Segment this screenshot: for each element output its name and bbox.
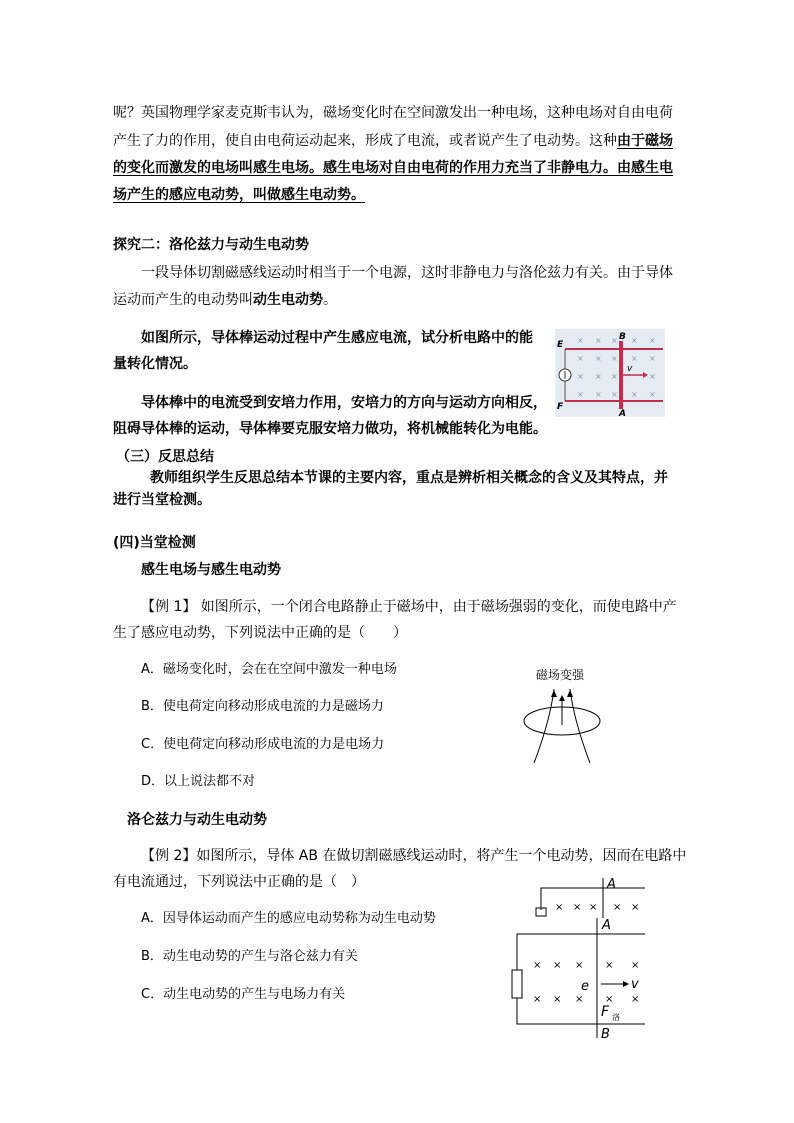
section3-line-1: 教师组织学生反思总结本节课的主要内容，重点是辨析相关概念的含义及其特点，并 bbox=[150, 470, 668, 486]
svg-text:×: × bbox=[577, 354, 584, 363]
svg-text:×: × bbox=[553, 960, 562, 971]
svg-text:×: × bbox=[631, 902, 640, 913]
svg-text:×: × bbox=[575, 994, 584, 1005]
svg-text:×: × bbox=[533, 960, 542, 971]
ex1-option-c: C．使电荷定向移动形成电流的力是电场力 bbox=[141, 737, 385, 752]
svg-text:×: × bbox=[631, 336, 638, 345]
resistor-icon bbox=[512, 970, 522, 998]
section3-line-2: 进行当堂检测。 bbox=[113, 492, 211, 508]
ex1-option-b: B．使电荷定向移动形成电流的力是磁场力 bbox=[141, 699, 384, 714]
top-field-marks bbox=[555, 902, 639, 913]
svg-text:×: × bbox=[631, 390, 638, 399]
svg-text:×: × bbox=[649, 372, 656, 381]
svg-text:×: × bbox=[649, 336, 656, 345]
svg-text:×: × bbox=[611, 390, 618, 399]
svg-text:×: × bbox=[577, 336, 584, 345]
label-v: v bbox=[631, 977, 639, 992]
label-B: B bbox=[619, 332, 626, 342]
figure-label-field-strengthening: 磁场变强 bbox=[536, 668, 585, 682]
label-a-mid: A bbox=[602, 918, 611, 933]
section4-heading: (四)当堂检测 bbox=[113, 535, 196, 551]
field-arrowhead-center bbox=[559, 695, 565, 701]
explore2-question-line-1: 如图所示，导体棒运动过程中产生感应电流，试分析电路中的能 bbox=[141, 330, 533, 346]
svg-text:×: × bbox=[595, 390, 602, 399]
section3-heading: （三）反思总结 bbox=[116, 449, 214, 465]
svg-text:×: × bbox=[573, 902, 582, 913]
ex2-option-a: A．因导体运动而产生的感应电动势称为动生电动势 bbox=[141, 911, 436, 926]
intro-line-3: 的变化而激发的电场叫感生电场。感生电场对自由电荷的作用力充当了非静电力。由感生电 bbox=[113, 160, 673, 176]
field-arrowhead-left bbox=[551, 690, 557, 697]
explore2-heading: 探究二：洛伦兹力与动生电动势 bbox=[113, 237, 309, 253]
ex1-option-d: D．以上说法都不对 bbox=[141, 774, 256, 789]
velocity-label: v bbox=[627, 364, 633, 374]
svg-text:×: × bbox=[649, 354, 656, 363]
svg-text:×: × bbox=[631, 994, 640, 1005]
closed-loop-figure bbox=[520, 665, 610, 765]
svg-text:×: × bbox=[613, 902, 622, 913]
label-A: A bbox=[619, 409, 626, 417]
explore2-para-line-1: 一段导体切割磁感线运动时相当于一个电源，这时非静电力与洛伦兹力有关。由于导体 bbox=[141, 265, 673, 281]
conductor-ab-figure bbox=[505, 874, 655, 1040]
ex1-line-2: 生了感应电动势，下列说法中正确的是（ ） bbox=[113, 625, 407, 641]
svg-text:×: × bbox=[611, 372, 618, 381]
ex2-line-1: 【例 2】如图所示，导体 AB 在做切割磁感线运动时，将产生一个电动势，因而在电路中 bbox=[141, 848, 687, 864]
field-line-left bbox=[534, 689, 554, 763]
svg-text:×: × bbox=[555, 902, 564, 913]
section4-sub2: 洛仑兹力与动生电动势 bbox=[127, 812, 267, 828]
explore2-answer-line-2: 阻碍导体棒的运动，导体棒要克服安培力做功，将机械能转化为电能。 bbox=[113, 421, 547, 437]
intro-line-1: 呢？英国物理学家麦克斯韦认为，磁场变化时在空间激发出一种电场，这种电场对自由电荷 bbox=[113, 105, 673, 121]
svg-text:×: × bbox=[575, 960, 584, 971]
explore2-term-motional-emf: 动生电动势 bbox=[253, 292, 323, 308]
svg-text:×: × bbox=[577, 390, 584, 399]
svg-text:×: × bbox=[533, 994, 542, 1005]
ex2-line-2: 有电流通过，下列说法中正确的是（ ） bbox=[113, 874, 365, 890]
label-E: E bbox=[557, 340, 564, 350]
intro-line-2-emphasis: 由于磁场 bbox=[617, 133, 673, 149]
label-b-bottom: B bbox=[601, 1027, 610, 1040]
intro-line-4: 场产生的感应电动势，叫做感生电动势。 bbox=[113, 187, 365, 203]
svg-text:×: × bbox=[649, 390, 656, 399]
conductor-bar bbox=[619, 341, 623, 409]
label-f: F bbox=[601, 1004, 610, 1020]
ex2-option-c: C．动生电动势的产生与电场力有关 bbox=[141, 987, 346, 1002]
field-line-right bbox=[570, 689, 590, 763]
velocity-arrowhead-2 bbox=[623, 981, 629, 987]
svg-text:×: × bbox=[611, 336, 618, 345]
label-a-top: A bbox=[607, 877, 616, 892]
label-F: F bbox=[557, 402, 564, 412]
ex1-line-1: 【例 1】 如图所示，一个闭合电路静止于磁场中，由于磁场强弱的变化，而使电路中产 bbox=[141, 599, 677, 615]
svg-text:×: × bbox=[553, 994, 562, 1005]
svg-text:×: × bbox=[631, 354, 638, 363]
intro-line-2-text: 产生了力的作用，使自由电荷运动起来，形成了电流，或者说产生了电动势。这种 bbox=[113, 133, 617, 149]
label-f-subscript: 洛 bbox=[612, 1013, 620, 1022]
ex2-option-b: B．动生电动势的产生与洛仑兹力有关 bbox=[141, 949, 358, 964]
svg-text:×: × bbox=[631, 960, 640, 971]
svg-text:×: × bbox=[595, 354, 602, 363]
svg-text:×: × bbox=[605, 960, 614, 971]
intro-line-2 bbox=[113, 130, 673, 152]
rail-circuit-figure bbox=[555, 329, 665, 417]
explore2-para-line-2-c: 。 bbox=[323, 292, 337, 308]
svg-text:×: × bbox=[595, 372, 602, 381]
svg-text:×: × bbox=[577, 372, 584, 381]
label-e: e bbox=[581, 979, 589, 994]
svg-text:×: × bbox=[605, 994, 614, 1005]
svg-text:×: × bbox=[611, 354, 618, 363]
svg-text:×: × bbox=[589, 902, 598, 913]
svg-text:×: × bbox=[595, 336, 602, 345]
explore2-answer-line-1: 导体棒中的电流受到安培力作用，安培力的方向与运动方向相反， bbox=[141, 395, 547, 411]
ex1-option-a: A．磁场变化时，会在在空间中激发一种电场 bbox=[141, 662, 397, 677]
section4-sub1: 感生电场与感生电动势 bbox=[141, 562, 281, 578]
explore2-para-line-2 bbox=[113, 289, 337, 311]
field-arrowhead-right bbox=[567, 690, 573, 697]
explore2-para-line-2-a: 运动而产生的电动势叫 bbox=[113, 292, 253, 308]
explore2-question-line-2: 量转化情况。 bbox=[113, 356, 197, 372]
